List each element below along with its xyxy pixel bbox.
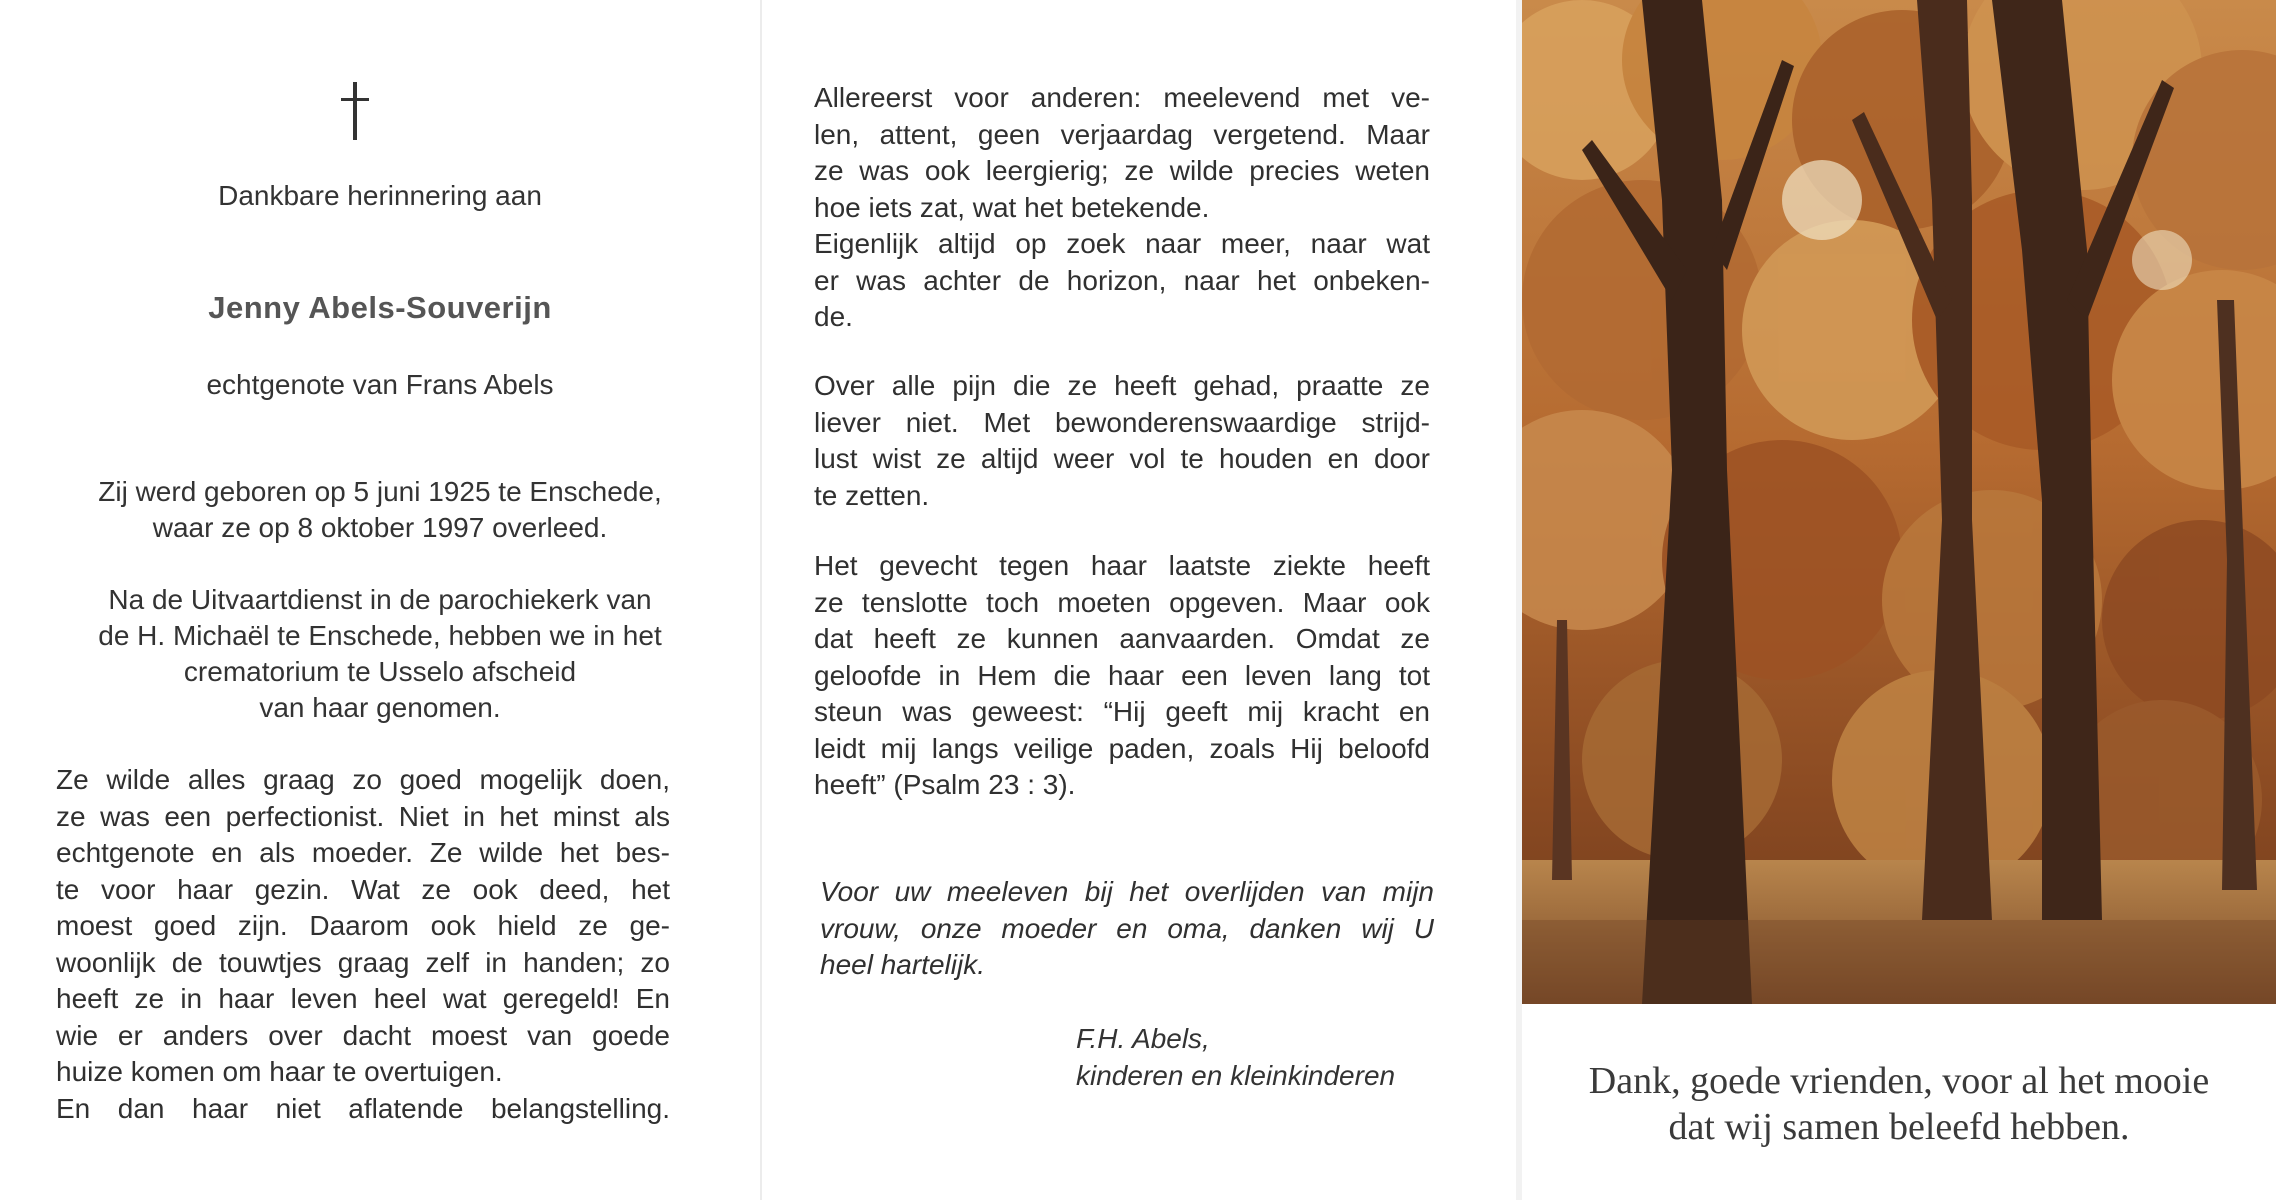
text-line: Na de Uitvaartdienst in de parochiekerk van xyxy=(108,584,652,615)
text-line: Zij werd geboren op 5 juni 1925 te Enschede, xyxy=(98,476,662,507)
signature xyxy=(1076,1020,1395,1094)
text-line: er was achter de horizon, naar het onbeken- xyxy=(814,264,1430,296)
spouse-line: echtgenote van Frans Abels xyxy=(206,369,554,400)
text-line: moest goed zijn. Daarom ook hield ze ge- xyxy=(56,910,670,941)
character-paragraph xyxy=(56,762,670,1127)
text-line: van haar genomen. xyxy=(259,692,501,723)
text-line: hoe iets zat, wat het betekende. xyxy=(814,191,1210,223)
funeral-service-text xyxy=(0,582,760,726)
signature-family: kinderen en kleinkinderen xyxy=(1076,1060,1396,1091)
text-line: dat heeft ze kunnen aanvaarden. Omdat ze xyxy=(814,623,1430,654)
text-line: liever niet. Met bewonderenswaardige strijd- xyxy=(814,406,1430,438)
text-line: steun was geweest: “Hij geeft mij kracht en xyxy=(814,696,1430,727)
text-line: lust wist ze altijd weer vol te houden en door xyxy=(814,443,1430,474)
text-line: heel hartelijk. xyxy=(820,949,985,980)
text-line: wie er anders over dacht moest van goede xyxy=(56,1019,670,1051)
text-line: Voor uw meeleven bij het overlijden van mijn xyxy=(820,876,1434,907)
text-line: te voor haar gezin. Wat ze ook deed, het xyxy=(56,873,670,905)
paragraph-pain xyxy=(814,368,1430,514)
paragraph-illness xyxy=(814,548,1430,804)
signature-name: F.H. Abels, xyxy=(1076,1023,1210,1054)
text-line: len, attent, geen verjaardag vergetend. Maar xyxy=(814,118,1430,150)
text-line: crematorium te Usselo afscheid xyxy=(183,656,577,687)
thanks-paragraph xyxy=(820,874,1434,984)
birth-death-text xyxy=(0,474,760,546)
text-line: Over alle pijn die ze heeft gehad, praatte ze xyxy=(814,370,1430,401)
text-line: geloofde in Hem die haar een leven lang tot xyxy=(814,659,1430,691)
paragraph-interests xyxy=(814,80,1430,336)
text-line: Het gevecht tegen haar laatste ziekte heeft xyxy=(814,550,1430,581)
text-line: ze tenslotte toch moeten opgeven. Maar ook xyxy=(814,586,1430,618)
text-line: En dan haar niet aflatende belangstelling. xyxy=(56,1092,670,1124)
text-line: waar ze op 8 oktober 1997 overleed. xyxy=(152,512,608,543)
text-line: Eigenlijk altijd op zoek naar meer, naar wat xyxy=(814,228,1430,259)
left-panel xyxy=(0,0,760,1200)
text-line: woonlijk de touwtjes graag zelf in handen; zo xyxy=(56,946,670,978)
caption-line: dat wij samen beleefd hebben. xyxy=(1668,1106,2130,1148)
text-line: vrouw, onze moeder en oma, danken wij U xyxy=(820,912,1434,944)
text-line: ze was een perfectionist. Niet in het minst als xyxy=(56,800,670,832)
text-line: Ze wilde alles graag zo goed mogelijk doen, xyxy=(56,764,670,795)
caption xyxy=(1522,1058,2276,1150)
caption-line: Dank, goede vrienden, voor al het mooie xyxy=(1588,1060,2210,1102)
text-line: huize komen om haar te overtuigen. xyxy=(56,1056,503,1087)
text-line: leidt mij langs veilige paden, zoals Hij beloofd xyxy=(814,732,1430,764)
text-line: de. xyxy=(814,301,853,332)
text-line: heeft” (Psalm 23 : 3). xyxy=(814,769,1076,800)
memorial-heading: Dankbare herinnering aan xyxy=(218,180,542,211)
text-line: de H. Michaël te Enschede, hebben we in het xyxy=(98,620,662,651)
deceased-name: Jenny Abels-Souverijn xyxy=(208,290,552,325)
text-line: Allereerst voor anderen: meelevend met ve- xyxy=(814,82,1430,113)
autumn-forest-photo xyxy=(1522,0,2276,1004)
middle-panel xyxy=(760,0,1520,1200)
text-line: echtgenote en als moeder. Ze wilde het bes- xyxy=(56,837,670,868)
cross-icon xyxy=(330,82,380,140)
text-line: heeft ze in haar leven heel wat geregeld! En xyxy=(56,983,670,1014)
text-line: ze was ook leergierig; ze wilde precies weten xyxy=(814,155,1430,186)
text-line: te zetten. xyxy=(814,479,930,511)
